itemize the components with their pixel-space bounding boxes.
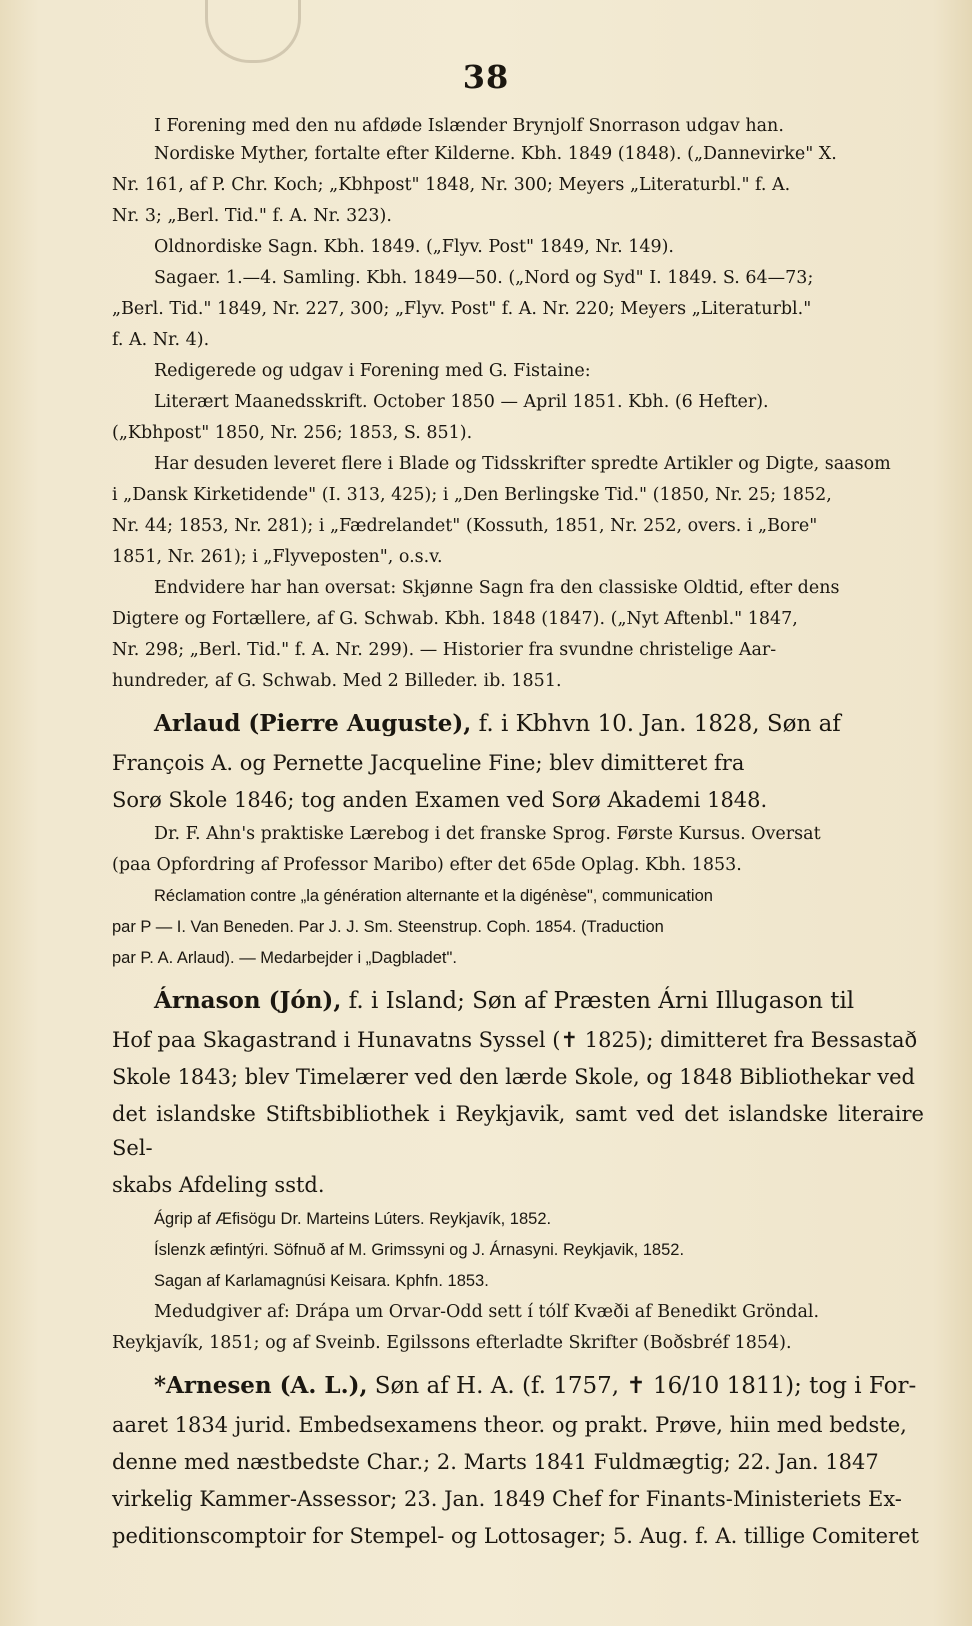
text-line: i „Dansk Kirketidende" (I. 313, 425); i „Den Berlingske Tid." (1850, Nr. 25; 1852,: [112, 485, 832, 505]
page-number: 38: [462, 58, 510, 96]
text-line: „Berl. Tid." 1849, Nr. 227, 300; „Flyv. Post" f. A. Nr. 220; Meyers „Literaturbl.": [112, 299, 812, 319]
text-line: 1851, Nr. 261); i „Flyveposten", o.s.v.: [112, 547, 443, 567]
text-line: Nr. 3; „Berl. Tid." f. A. Nr. 323).: [112, 206, 392, 226]
entry-arnason-headword: Árnason (Jón),: [154, 987, 342, 1014]
text-line: Literært Maanedsskrift. October 1850 — April 1851. Kbh. (6 Hefter).: [154, 392, 769, 412]
text-line: det islandske Stiftsbibliothek i Reykjavik, samt ved det islandske literaire Sel-: [112, 1102, 924, 1160]
text-line: virkelig Kammer-Assessor; 23. Jan. 1849 Chef for Finants-Ministeriets Ex-: [112, 1487, 902, 1511]
text-line: Nordiske Myther, fortalte efter Kilderne. Kbh. 1849 (1848). („Dannevirke" X.: [154, 144, 837, 164]
text-line: par P — I. Van Beneden. Par J. J. Sm. Steenstrup. Coph. 1854. (Traduction: [112, 918, 664, 936]
text-line: Íslenzk æfintýri. Söfnuð af M. Grimssyni og J. Árnasyni. Reykjavik, 1852.: [154, 1241, 685, 1259]
text-line: hundreder, af G. Schwab. Med 2 Billeder. ib. 1851.: [112, 671, 562, 691]
text-line: aaret 1834 jurid. Embedsexamens theor. og prakt. Prøve, hiin med bedste,: [112, 1413, 907, 1437]
entry-arnason-text: f. i Island; Søn af Præsten Árni Illugason til: [341, 988, 855, 1014]
text-line: peditionscomptoir for Stempel- og Lottosager; 5. Aug. f. A. tillige Comiteret: [112, 1524, 919, 1548]
entry-arlaud-line: [112, 705, 924, 743]
text-line: („Kbhpost" 1850, Nr. 256; 1853, S. 851).: [112, 423, 473, 443]
text-line: Sagan af Karlamagnúsi Keisara. Kphfn. 1853.: [154, 1272, 489, 1290]
text-line: par P. A. Arlaud). — Medarbejder i „Dagbladet".: [112, 949, 457, 967]
text-line: François A. og Pernette Jacqueline Fine; blev dimitteret fra: [112, 751, 745, 775]
entry-arnesen-text: Søn af H. A. (f. 1757, ✝ 16/10 1811); tog i For-: [367, 1373, 917, 1399]
text-line: Sorø Skole 1846; tog anden Examen ved Sorø Akademi 1848.: [112, 788, 768, 812]
entry-arlaud-text: f. i Kbhvn 10. Jan. 1828, Søn af: [471, 711, 841, 737]
text-line: denne med næstbedste Char.; 2. Marts 1841 Fuldmægtig; 22. Jan. 1847: [112, 1450, 879, 1474]
text-line: Hof paa Skagastrand i Hunavatns Syssel (✝ 1825); dimitteret fra Bessastað: [112, 1028, 918, 1052]
text-line: Nr. 44; 1853, Nr. 281); i „Fædrelandet" (Kossuth, 1851, Nr. 252, overs. i „Bore": [112, 516, 818, 536]
text-line: Dr. F. Ahn's praktiske Lærebog i det franske Sprog. Første Kursus. Oversat: [154, 824, 821, 844]
text-line: Oldnordiske Sagn. Kbh. 1849. („Flyv. Post" 1849, Nr. 149).: [154, 237, 674, 257]
text-line: Har desuden leveret flere i Blade og Tidsskrifter spredte Artikler og Digte, saasom: [154, 454, 891, 474]
text-line: I Forening med den nu afdøde Islænder Brynjolf Snorrason udgav han.: [154, 116, 784, 136]
text-line: Medudgiver af: Drápa um Orvar-Odd sett í tólf Kvæði af Benedikt Gröndal.: [154, 1302, 820, 1322]
text-line: Sagaer. 1.—4. Samling. Kbh. 1849—50. („Nord og Syd" I. 1849. S. 64—73;: [154, 268, 814, 288]
entry-arnesen-headword: *Arnesen (A. L.),: [154, 1372, 368, 1399]
text-line: (paa Opfordring af Professor Maribo) efter det 65de Oplag. Kbh. 1853.: [112, 855, 742, 875]
entry-arlaud-headword: Arlaud (Pierre Auguste),: [154, 710, 472, 737]
text-line: skabs Afdeling sstd.: [112, 1173, 325, 1197]
text-line: Digtere og Fortællere, af G. Schwab. Kbh. 1848 (1847). („Nyt Aftenbl." 1847,: [112, 609, 798, 629]
text-line: Réclamation contre „la génération alternante et la digénèse", communication: [154, 887, 713, 905]
text-line: Redigerede og udgav i Forening med G. Fistaine:: [154, 361, 591, 381]
text-line: Ágrip af Æfisögu Dr. Marteins Lúters. Reykjavík, 1852.: [154, 1210, 552, 1228]
text-line: Reykjavík, 1851; og af Sveinb. Egilssons efterladte Skrifter (Boðsbréf 1854).: [112, 1333, 792, 1353]
entry-arnason-line: [112, 982, 924, 1020]
entry-arnesen-line: [112, 1367, 924, 1405]
text-line: Endvidere har han oversat: Skjønne Sagn fra den classiske Oldtid, efter dens: [154, 578, 840, 598]
text-line: f. A. Nr. 4).: [112, 330, 210, 350]
text-line: Nr. 161, af P. Chr. Koch; „Kbhpost" 1848, Nr. 300; Meyers „Literaturbl." f. A.: [112, 175, 791, 195]
text-line: Skole 1843; blev Timelærer ved den lærde Skole, og 1848 Bibliothekar ved: [112, 1065, 915, 1089]
binding-mark: [205, 0, 301, 63]
text-line: Nr. 298; „Berl. Tid." f. A. Nr. 299). — Historier fra svundne christelige Aar-: [112, 640, 777, 660]
text-block: [112, 112, 924, 1556]
